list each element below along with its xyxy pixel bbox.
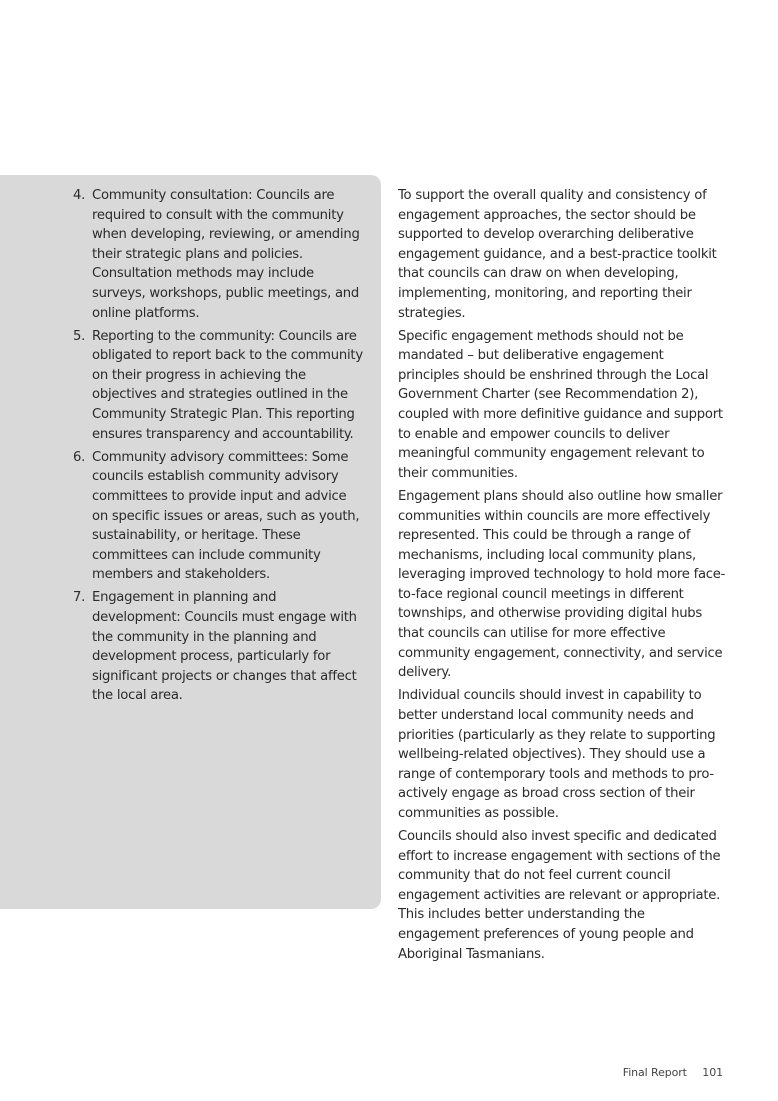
body-paragraph: Specific engagement methods should not be mandated – but deliberative engagement principles should be enshrined through the Local Government Charter (see Recommendation 2), coupled with more definitive guidance and support to enable and empower councils to deliver meaningful community engagement relevant to their communities. bbox=[398, 328, 723, 481]
body-paragraph: Individual councils should invest in capability to better understand local community needs and priorities (particularly as they relate to supporting wellbeing-related objectives). They should use a range of contemporary tools and methods to pro-actively engage as broad cross section of their communities as possible. bbox=[398, 688, 716, 821]
page-footer bbox=[623, 1066, 723, 1079]
list-item-number: 4. bbox=[73, 188, 86, 203]
list-item-text: Engagement in planning and development: Councils must engage with the community in the planning and development process, particularly for significant projects or changes that affect the local area. bbox=[92, 590, 357, 704]
list-item bbox=[70, 327, 366, 445]
list-item-text: Community advisory committees: Some councils establish community advisory committees to provide input and advice on specific issues or areas, such as youth, sustainability, or heritage. These committees can include community members and stakeholders. bbox=[92, 449, 360, 583]
list-item bbox=[70, 448, 366, 585]
numbered-list bbox=[70, 186, 366, 709]
body-paragraph: Councils should also invest specific and dedicated effort to increase engagement with sections of the community that do not feel current council engagement activities are relevant or appropriate. This includes better understanding the engagement preferences of young people and Aboriginal Tasmanians. bbox=[398, 829, 721, 962]
body-text-column bbox=[398, 186, 728, 968]
list-item-text: Reporting to the community: Councils are obligated to report back to the community on their progress in achieving the objectives and strategies outlined in the Community Strategic Plan. This reporting ensures transparency and accountability. bbox=[92, 328, 363, 442]
list-item-number: 7. bbox=[73, 590, 86, 606]
list-item-number: 6. bbox=[73, 449, 86, 465]
footer-report-label: Final Report bbox=[622, 1066, 687, 1079]
list-item bbox=[70, 186, 366, 323]
body-paragraph: To support the overall quality and consistency of engagement approaches, the sector should be supported to develop overarching deliberative engagement guidance, and a best-practice toolkit that councils can draw on when developing, implementing, monitoring, and reporting their strategies. bbox=[398, 188, 717, 321]
list-item bbox=[70, 588, 366, 706]
list-item-number: 5. bbox=[73, 328, 86, 344]
list-item-text: Community consultation: Councils are required to consult with the community when developing, reviewing, or amending their strategic plans and policies. Consultation methods may include surveys, workshops, public meetings, and online platforms. bbox=[92, 188, 360, 321]
page-number: 101 bbox=[702, 1066, 723, 1079]
body-paragraph: Engagement plans should also outline how smaller communities within councils are more effectively represented. This could be through a range of mechanisms, including local community plans, leveraging improved technology to hold more face-to-face regional council meetings in different townships, and otherwise providing digital hubs that councils can utilise for more effective community engagement, connectivity, and service delivery. bbox=[398, 488, 726, 681]
